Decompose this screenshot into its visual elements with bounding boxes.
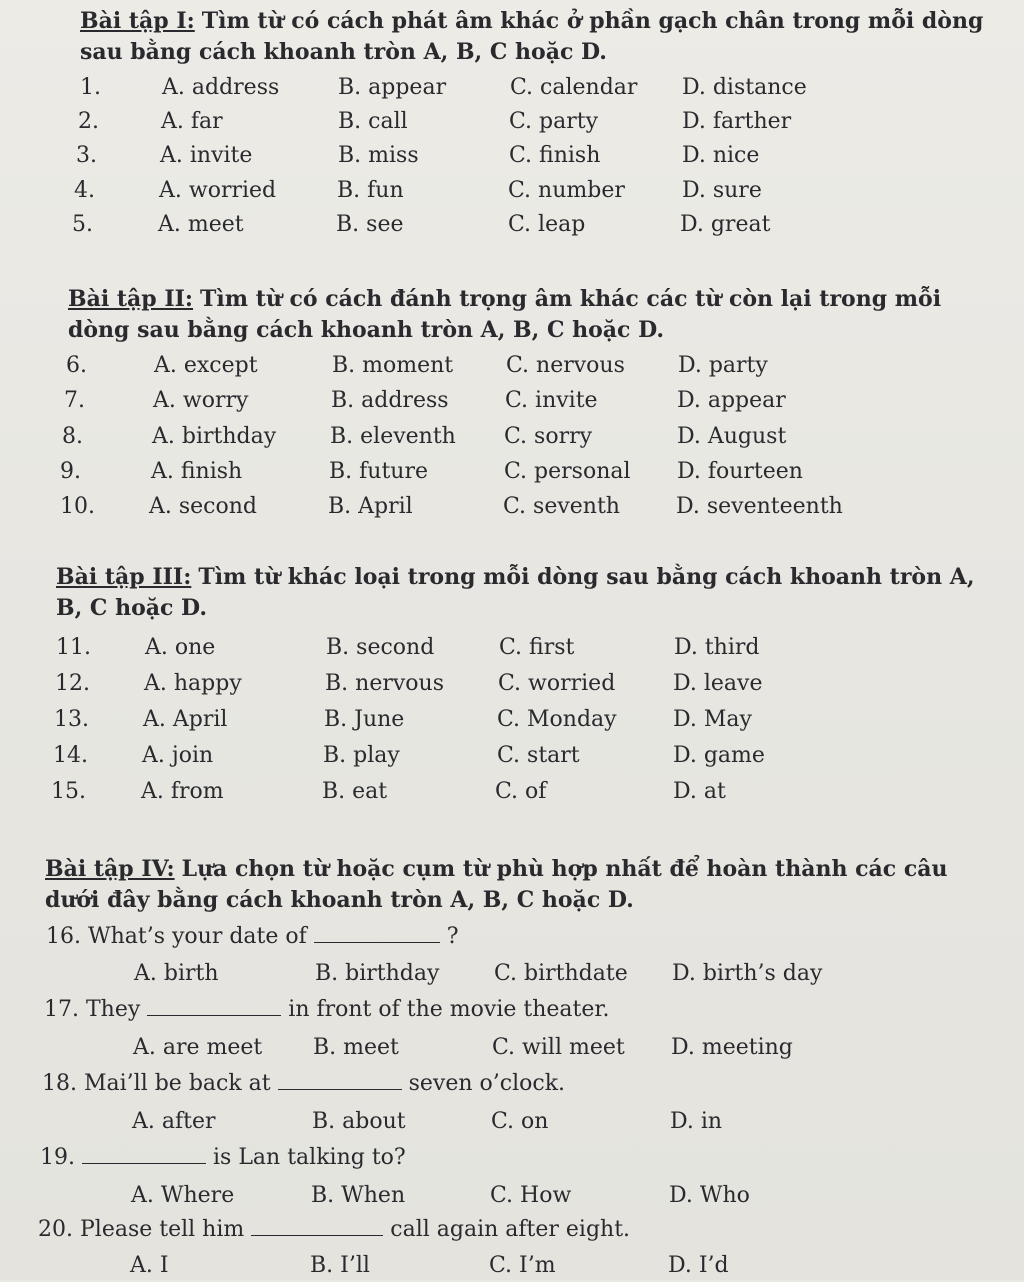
question-number: 4. xyxy=(74,178,95,203)
option-row xyxy=(0,1032,1024,1064)
option-b[interactable]: B. eleventh xyxy=(330,424,456,449)
option-a[interactable]: A. April xyxy=(143,707,228,732)
question-number: 6. xyxy=(66,353,87,378)
option-c[interactable]: C. first xyxy=(499,635,575,660)
option-b[interactable]: B. moment xyxy=(332,353,454,378)
section-3-heading xyxy=(56,562,1000,624)
stem-before-blank: 20. Please tell him xyxy=(38,1217,245,1242)
option-d[interactable]: D. party xyxy=(678,353,768,378)
option-c[interactable]: C. will meet xyxy=(492,1035,625,1060)
question-row xyxy=(0,491,1024,523)
option-d[interactable]: D. appear xyxy=(677,388,786,413)
option-a[interactable]: A. address xyxy=(162,75,280,100)
question-number: 14. xyxy=(53,743,88,768)
question-number: 7. xyxy=(64,388,85,413)
option-a[interactable]: A. meet xyxy=(158,212,244,237)
stem-before-blank: 17. They xyxy=(44,997,141,1022)
question-number: 13. xyxy=(54,707,89,732)
question-number: 9. xyxy=(60,459,81,484)
option-c[interactable]: C. party xyxy=(509,109,599,134)
option-c[interactable]: C. worried xyxy=(498,671,616,696)
option-c[interactable]: C. on xyxy=(491,1109,549,1134)
answer-blank[interactable] xyxy=(147,995,281,1016)
question-row xyxy=(0,106,1024,138)
option-a[interactable]: A. happy xyxy=(144,671,242,696)
stem-before-blank: 18. Mai’ll be back at xyxy=(42,1071,271,1096)
question-number: 3. xyxy=(76,143,97,168)
option-b[interactable]: B. play xyxy=(323,743,400,768)
option-c[interactable]: C. finish xyxy=(509,143,601,168)
option-a[interactable]: A. second xyxy=(149,494,258,519)
option-d[interactable]: D. August xyxy=(677,424,787,449)
question-number: 8. xyxy=(62,424,83,449)
option-d[interactable]: D. in xyxy=(670,1109,723,1134)
option-row xyxy=(0,1250,1024,1282)
option-c[interactable]: C. I’m xyxy=(489,1253,556,1278)
question-number: 1. xyxy=(80,75,101,100)
section-4-heading xyxy=(45,854,1000,916)
question-stem xyxy=(46,921,459,953)
option-d[interactable]: D. meeting xyxy=(671,1035,793,1060)
option-c[interactable]: C. calendar xyxy=(510,75,638,100)
question-number: 12. xyxy=(55,671,90,696)
question-row xyxy=(0,421,1024,453)
section-4-instruction: Lựa chọn từ hoặc cụm từ phù hợp nhất để hoàn thành các câu dưới đây bằng cách khoanh tròn A, B, C hoặc D. xyxy=(45,856,948,913)
stem-after-blank: seven o’clock. xyxy=(408,1071,566,1096)
stem-after-blank: ? xyxy=(446,924,459,949)
option-a[interactable]: A. are meet xyxy=(133,1035,263,1060)
option-b[interactable]: B. about xyxy=(312,1109,406,1134)
section-4-label: Bài tập IV: xyxy=(45,856,175,882)
stem-before-blank: 16. What’s your date of xyxy=(46,924,307,949)
option-c[interactable]: C. sorry xyxy=(504,424,593,449)
question-stem xyxy=(40,1142,406,1174)
question-number: 10. xyxy=(60,494,95,519)
option-d[interactable]: D. I’d xyxy=(668,1253,729,1278)
option-b[interactable]: B. future xyxy=(329,459,429,484)
option-a[interactable]: A. invite xyxy=(160,143,253,168)
section-1-instruction: Tìm từ có cách phát âm khác ở phần gạch chân trong mỗi dòng sau bằng cách khoanh tròn A, B, C hoặc D. xyxy=(80,8,984,65)
option-c[interactable]: C. nervous xyxy=(506,353,625,378)
question-row xyxy=(0,350,1024,382)
option-a[interactable]: A. after xyxy=(132,1109,216,1134)
option-b[interactable]: B. meet xyxy=(313,1035,399,1060)
option-b[interactable]: B. call xyxy=(338,109,408,134)
question-row xyxy=(0,209,1024,241)
option-a[interactable]: A. except xyxy=(154,353,258,378)
option-d[interactable]: D. fourteen xyxy=(677,459,803,484)
question-stem xyxy=(38,1214,630,1246)
question-stem xyxy=(42,1068,565,1100)
section-1-label: Bài tập I: xyxy=(80,8,195,34)
option-b[interactable]: B. birthday xyxy=(315,961,440,986)
option-b[interactable]: B. eat xyxy=(322,779,388,804)
option-d[interactable]: D. at xyxy=(673,779,726,804)
answer-blank[interactable] xyxy=(251,1215,383,1236)
option-c[interactable]: C. invite xyxy=(505,388,598,413)
option-a[interactable]: A. far xyxy=(161,109,223,134)
option-d[interactable]: D. May xyxy=(673,707,752,732)
option-a[interactable]: A. one xyxy=(145,635,216,660)
option-d[interactable]: D. seventeenth xyxy=(676,494,843,519)
option-d[interactable]: D. great xyxy=(680,212,771,237)
option-a[interactable]: A. I xyxy=(130,1253,169,1278)
question-number: 11. xyxy=(56,635,91,660)
option-a[interactable]: A. from xyxy=(141,779,224,804)
option-b[interactable]: B. I’ll xyxy=(310,1253,370,1278)
question-row xyxy=(0,175,1024,207)
question-row xyxy=(0,72,1024,104)
answer-blank[interactable] xyxy=(82,1143,206,1164)
option-d[interactable]: D. birth’s day xyxy=(672,961,823,986)
answer-blank[interactable] xyxy=(278,1069,402,1090)
question-row xyxy=(0,704,1024,736)
option-b[interactable]: B. see xyxy=(336,212,404,237)
question-row xyxy=(0,776,1024,808)
option-a[interactable]: A. birth xyxy=(134,961,219,986)
option-b[interactable]: B. appear xyxy=(338,75,447,100)
option-b[interactable]: B. When xyxy=(311,1183,406,1208)
section-1-heading xyxy=(80,6,1000,68)
option-b[interactable]: B. nervous xyxy=(325,671,444,696)
option-row xyxy=(0,1106,1024,1138)
answer-blank[interactable] xyxy=(314,922,440,943)
option-a[interactable]: A. Where xyxy=(131,1183,235,1208)
section-2-instruction: Tìm từ có cách đánh trọng âm khác các từ còn lại trong mỗi dòng sau bằng cách khoanh tròn A, B, C hoặc D. xyxy=(68,286,942,343)
option-d[interactable]: D. distance xyxy=(682,75,807,100)
option-d[interactable]: D. third xyxy=(674,635,760,660)
section-3-instruction: Tìm từ khác loại trong mỗi dòng sau bằng cách khoanh tròn A, B, C hoặc D. xyxy=(56,564,975,621)
stem-after-blank: call again after eight. xyxy=(390,1217,631,1242)
section-2-heading xyxy=(68,284,998,346)
option-c[interactable]: C. Monday xyxy=(497,707,617,732)
option-d[interactable]: D. nice xyxy=(682,143,760,168)
option-b[interactable]: B. second xyxy=(326,635,435,660)
option-c[interactable]: C. personal xyxy=(504,459,631,484)
option-b[interactable]: B. April xyxy=(328,494,413,519)
option-c[interactable]: C. number xyxy=(508,178,625,203)
question-row xyxy=(0,140,1024,172)
option-a[interactable]: A. worried xyxy=(159,178,277,203)
section-3-label: Bài tập III: xyxy=(56,564,192,590)
option-c[interactable]: C. start xyxy=(497,743,580,768)
question-row xyxy=(0,740,1024,772)
question-row xyxy=(0,632,1024,664)
stem-after-blank: is Lan talking to? xyxy=(213,1145,406,1170)
option-d[interactable]: D. Who xyxy=(669,1183,750,1208)
option-row xyxy=(0,958,1024,990)
option-c[interactable]: C. birthdate xyxy=(494,961,628,986)
option-b[interactable]: B. June xyxy=(324,707,405,732)
stem-before-blank: 19. xyxy=(40,1145,75,1170)
question-number: 5. xyxy=(72,212,93,237)
question-number: 15. xyxy=(51,779,86,804)
option-b[interactable]: B. fun xyxy=(337,178,404,203)
question-number: 2. xyxy=(78,109,99,134)
option-a[interactable]: A. worry xyxy=(153,388,249,413)
question-stem xyxy=(44,994,609,1026)
option-b[interactable]: B. address xyxy=(331,388,449,413)
question-row xyxy=(0,385,1024,417)
stem-after-blank: in front of the movie theater. xyxy=(288,997,610,1022)
question-row xyxy=(0,668,1024,700)
option-a[interactable]: A. birthday xyxy=(152,424,277,449)
option-b[interactable]: B. miss xyxy=(338,143,419,168)
option-c[interactable]: C. seventh xyxy=(503,494,620,519)
option-d[interactable]: D. game xyxy=(673,743,765,768)
option-c[interactable]: C. leap xyxy=(508,212,586,237)
option-d[interactable]: D. leave xyxy=(673,671,763,696)
section-2-label: Bài tập II: xyxy=(68,286,194,312)
option-a[interactable]: A. finish xyxy=(151,459,243,484)
option-c[interactable]: C. How xyxy=(490,1183,572,1208)
option-a[interactable]: A. join xyxy=(142,743,214,768)
option-row xyxy=(0,1180,1024,1212)
question-row xyxy=(0,456,1024,488)
option-d[interactable]: D. sure xyxy=(682,178,762,203)
option-c[interactable]: C. of xyxy=(495,779,547,804)
option-d[interactable]: D. farther xyxy=(682,109,792,134)
